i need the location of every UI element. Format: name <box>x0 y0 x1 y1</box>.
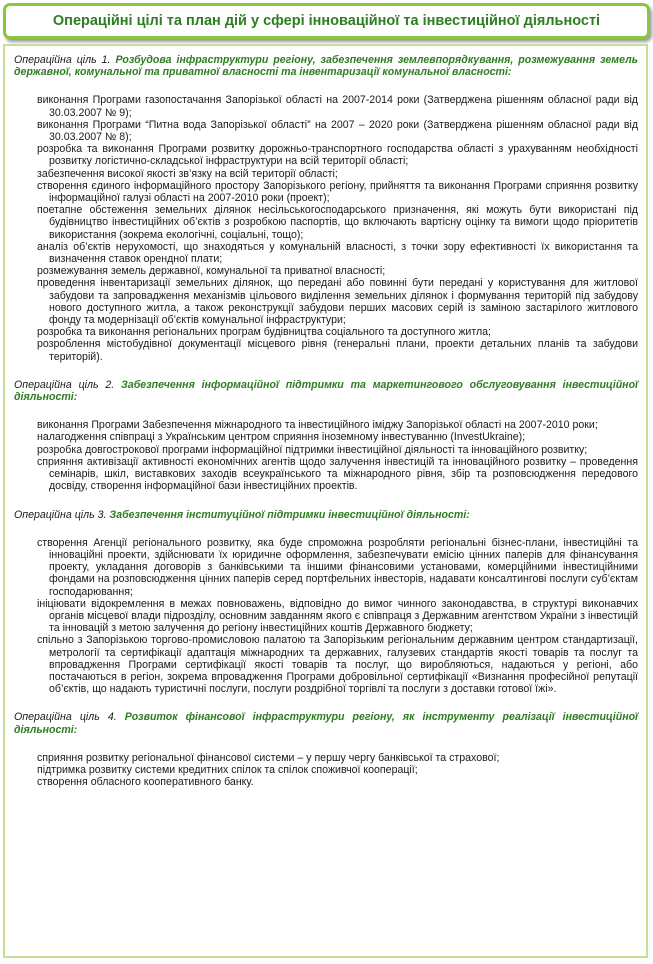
goal-label: Операційна ціль 3. <box>14 508 107 521</box>
action-item: налагодження співпраці з Українським центром сприяння іноземному інвестуванню (InvestUkraine); <box>37 431 526 444</box>
goal-heading <box>14 509 638 521</box>
action-item: забезпечення високої якості зв’язку на всій території області; <box>37 167 338 180</box>
goal-actions-list <box>14 419 638 492</box>
action-item: підтримка розвитку системи кредитних спілок та спілок споживчої кооперації; <box>37 763 418 776</box>
goal-title: Розвиток фінансової інфраструктури регіону, як інструменту реалізації інвестиційної діяльності: <box>14 711 639 736</box>
action-item: сприяння активізації активності економічних агентів щодо залучення інвестицій та інноваційного розвитку – проведення семінарів, шкіл, виставкових заходів всеукраїнського та міжнародного рівня, збір та розповсюдження передового досвіду, створення інформаційної бази інвестиційних проектів. <box>37 455 638 493</box>
action-item: виконання Програми “Питна вода Запорізької області” на 2007 – 2020 роки (Затверджена рішенням обласної ради від 30.03.2007 № 8); <box>37 118 638 144</box>
action-item: розмежування земель державної, комунальної та приватної власності; <box>37 265 386 278</box>
goal-heading <box>14 54 638 78</box>
action-item: виконання Програми Забезпечення міжнародного та інвестиційного іміджу Запорізької області на 2007-2010 роки; <box>37 419 598 432</box>
action-item: спільно з Запорізькою торгово-промисловою палатою та Запорізьким регіональним державним центром стандартизації, метрології та сертифікації адаптація міжнародних та державних, галузевих стандартів якості товарів та послуг та впровадження Програми сертифікації якості товарів та послуг, що виробляються, надаються у регіоні, або постачаються в регіон, зокрема впровадження Програми добровільної сертифікації «Визнання професійної репутації об’єктів, що надають туристичні послуги, послуги роздрібної торгівлі та послуги з доставки готової їжі». <box>37 634 638 696</box>
page-title: Операційні цілі та план дій у сфері інноваційної та інвестиційної діяльності <box>52 13 601 29</box>
goal-actions-list <box>14 94 638 362</box>
action-item: розроблення містобудівної документації місцевого рівня (генеральні плани, проекти детальних планів та забудови територій). <box>37 338 638 363</box>
action-item: створення Агенції регіонального розвитку, яка буде спроможна розробляти регіональні бізнес-плани, інвестиційні та інноваційні проекти, здійснювати їх юридичне оформлення, забезпечувати емісію цінних паперів для фінансування проекту, укладання договорів з банківськими та іншими фінансовими установами, комерційними інвестиційними фондами на розповсюдження цінних паперів серед портфельних інвесторів, надавати консалтингові послуги суб’єктам господарювання; <box>37 536 638 598</box>
goal-heading <box>14 379 638 403</box>
action-item: сприяння розвитку регіональної фінансової системи – у першу чергу банківської та страхової; <box>37 751 500 764</box>
action-item: розробка та виконання Програми розвитку дорожньо-транспортного господарства області з урахуванням необхідності розвитку логістично-складської інфраструктури на всій території області; <box>37 143 638 168</box>
title-banner <box>3 3 650 39</box>
action-item: розробка та виконання регіональних програм будівництва соціального та доступного житла; <box>37 326 491 339</box>
action-item: поетапне обстеження земельних ділянок несільськогосподарського призначення, які можуть бути використані під будівництво інвестиційних об’єктів з розробкою паспортів, що включають вартісну оцінку та вимоги щодо пріоритетів використання (зокрема екологічні, соціальні, тощо); <box>37 204 638 241</box>
goal-title: Забезпечення інформаційної підтримки та маркетингового обслуговування інвестиційної діяльності: <box>14 378 638 404</box>
goal-actions-list <box>14 752 638 789</box>
action-item: розробка довгострокової програми інформаційної підтримки інвестиційної діяльності та інноваційного розвитку; <box>37 443 588 456</box>
action-item: проведення інвентаризації земельних ділянок, що передані або повинні бути передані у користування для житлової забудови та запровадження механізмів цільового виділення земельних ділянок і формування територій під забудову нового доступного житла, а також реконструкції забудови перших масових серій із заміною застарілого житлового фонду та модернізації об’єктів комунальної інфраструктури; <box>37 277 638 327</box>
action-item: аналіз об’єктів нерухомості, що знаходяться у комунальній власності, з точки зору ефективності їх використання та визначення ставок орендної плати; <box>37 240 638 266</box>
goal-title: Розбудова інфраструктури регіону, забезпечення землевпорядкування, розмежування земель державної, комунальної та приватної власності та інвентаризації комунальної власності: <box>14 54 638 79</box>
action-item: виконання Програми газопостачання Запорізької області на 2007-2014 роки (Затверджена рішенням обласної ради від 30.03.2007 № 9); <box>37 94 638 119</box>
goal-heading <box>14 711 638 735</box>
goal-title: Забезпечення інституційної підтримки інвестиційної діяльності: <box>109 508 470 521</box>
action-item: ініціювати відокремлення в межах повноважень, відповідно до вимог чинного законодавства, в структурі виконавчих органів місцевої влади підрозділу, основним завданням якого є співпраця з Державним агентством України з інвестицій та інновацій з метою залучення до регіону інвестиційних коштів Державного бюджету; <box>37 597 638 635</box>
goal-label: Операційна ціль 4. <box>14 711 117 724</box>
action-item: створення єдиного інформаційного простору Запорізького регіону, прийняття та виконання Програми сприяння розвитку інформаційної галузі області на 2007-2010 роки (проект); <box>37 179 638 205</box>
goal-label: Операційна ціль 2. <box>14 378 115 391</box>
goal-actions-list <box>14 537 638 696</box>
content-panel <box>3 44 648 958</box>
goal-label: Операційна ціль 1. <box>14 54 111 66</box>
action-item: створення обласного кооперативного банку. <box>37 776 254 789</box>
